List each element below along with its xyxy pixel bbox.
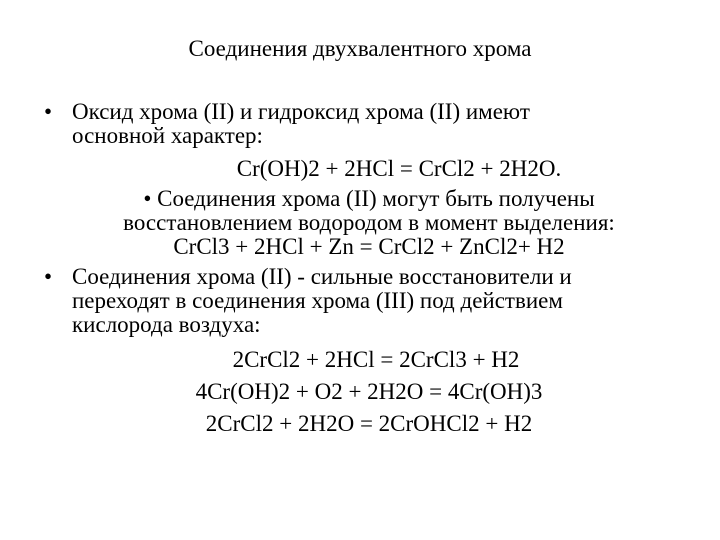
bullet-marker: • <box>44 264 53 289</box>
bullet-2 <box>44 187 694 259</box>
equation-1: Cr(OH)2 + 2HCl = CrCl2 + 2H2O. <box>236 156 562 181</box>
equation-5: 2CrCl2 + 2H2O = 2CrOHCl2 + H2 <box>205 411 533 436</box>
bullet-2-line-2: восстановлением водородом в момент выделения: <box>123 210 615 235</box>
slide-title: Соединения двухвалентного хрома <box>188 36 532 61</box>
bullet-1-line-1: Оксид хрома (II) и гидроксид хрома (II) имеют <box>72 99 530 124</box>
equation-4: 4Cr(OH)2 + O2 + 2H2O = 4Cr(OH)3 <box>195 379 543 404</box>
bullet-3-line-3: кислорода воздуха: <box>72 312 261 337</box>
bullet-2-line-1 <box>44 187 694 211</box>
equation-2: CrCl3 + 2HCl + Zn = CrCl2 + ZnCl2+ H2 <box>173 234 565 259</box>
bullet-2-line-1-text: Соединения хрома (II) могут быть получены <box>157 186 595 211</box>
bullet-1 <box>44 100 694 148</box>
bullet-marker: • <box>44 99 53 124</box>
equation-3: 2CrCl2 + 2HCl = 2CrCl3 + H2 <box>232 347 520 372</box>
bullet-3 <box>44 265 694 337</box>
bullet-3-line-2: переходят в соединения хрома (III) под действием <box>72 288 563 313</box>
bullet-1-line-2: основной характер: <box>72 123 263 148</box>
bullet-3-line-1: Соединения хрома (II) - сильные восстановители и <box>72 264 572 289</box>
slide-body <box>44 100 694 436</box>
bullet-marker: • <box>143 186 152 211</box>
